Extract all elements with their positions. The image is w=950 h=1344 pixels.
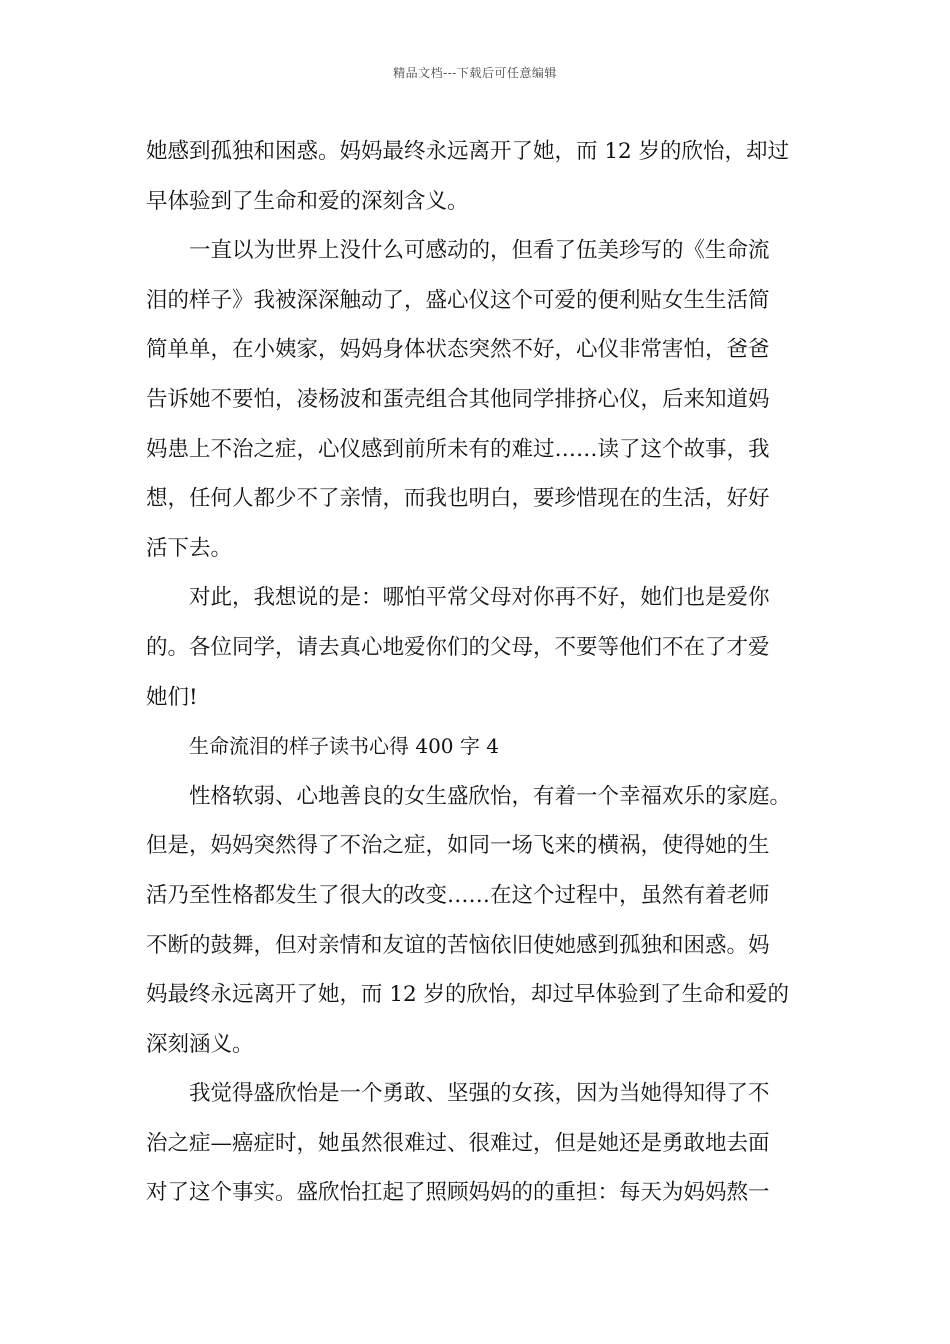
text-line: 活下去。 xyxy=(146,535,233,561)
text-line: 但是，妈妈突然得了不治之症，如同一场飞来的横祸，使得她的生 xyxy=(146,833,770,859)
paragraph-start: 一直以为世界上没什么可感动的，但看了伍美珍写的《生命流 xyxy=(189,238,770,264)
paragraph-start: 性格软弱、心地善良的女生盛欣怡，有着一个幸福欢乐的家庭。 xyxy=(189,783,792,809)
section-heading: 生命流泪的样子读书心得 400 字 4 xyxy=(189,734,499,759)
text-line: 她们! xyxy=(146,684,198,710)
text-line: 想，任何人都少不了亲情，而我也明白，要珍惜现在的生活，好好 xyxy=(146,486,770,512)
text-line: 早体验到了生命和爱的深刻含义。 xyxy=(146,188,469,214)
text-line: 告诉她不要怕，凌杨波和蛋壳组合其他同学排挤心仪，后来知道妈 xyxy=(146,386,770,412)
text-line: 的。各位同学，请去真心地爱你们的父母，不要等他们不在了才爱 xyxy=(146,634,770,660)
text-line: 妈最终永远离开了她，而 12 岁的欣怡，却过早体验到了生命和爱的 xyxy=(146,982,790,1008)
text-line: 对了这个事实。盛欣怡扛起了照顾妈妈的的重担：每天为妈妈熬一 xyxy=(146,1180,770,1206)
document-body xyxy=(146,127,810,1218)
text-line: 妈患上不治之症，心仪感到前所未有的难过……读了这个故事，我 xyxy=(146,436,770,462)
text-line: 泪的样子》我被深深触动了，盛心仪这个可爱的便利贴女生生活简 xyxy=(146,287,770,313)
text-line: 她感到孤独和困惑。妈妈最终永远离开了她，而 12 岁的欣怡，却过 xyxy=(146,139,790,164)
text-line: 活乃至性格都发生了很大的改变……在这个过程中，虽然有着老师 xyxy=(146,882,770,908)
paragraph-start: 对此，我想说的是：哪怕平常父母对你再不好，她们也是爱你 xyxy=(189,585,770,611)
text-line: 深刻涵义。 xyxy=(146,1031,254,1057)
page-header: 精品文档---下载后可任意编辑 xyxy=(393,66,557,80)
text-line: 不断的鼓舞，但对亲情和友谊的苦恼依旧使她感到孤独和困惑。妈 xyxy=(146,932,770,958)
text-line: 治之症—癌症时，她虽然很难过、很难过，但是她还是勇敢地去面 xyxy=(146,1130,770,1156)
paragraph-start: 我觉得盛欣怡是一个勇敢、坚强的女孩，因为当她得知得了不 xyxy=(189,1081,770,1107)
text-line: 简单单，在小姨家，妈妈身体状态突然不好，心仪非常害怕，爸爸 xyxy=(146,337,770,363)
